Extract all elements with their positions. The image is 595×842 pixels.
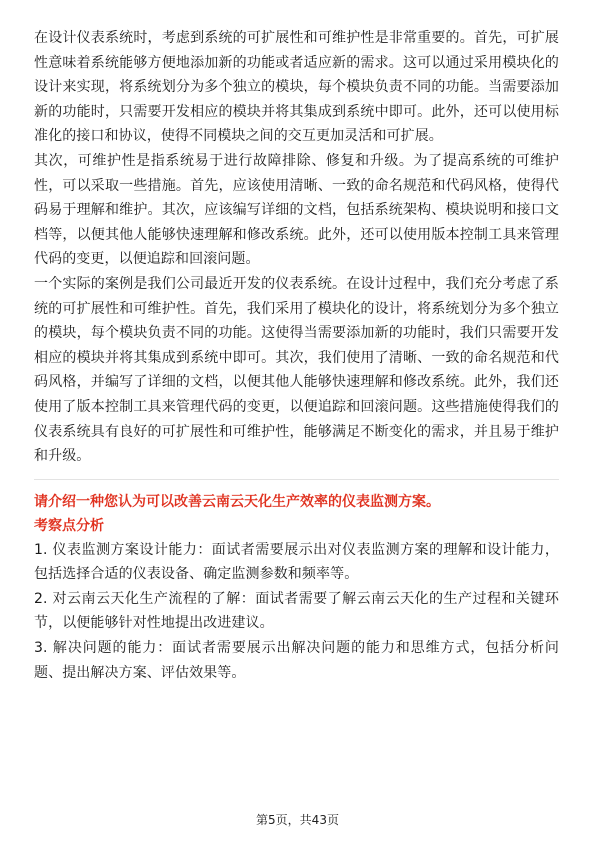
page-number-footer: 第5页，共43页 bbox=[256, 813, 339, 827]
analysis-item: 1. 仪表监测方案设计能力：面试者需要展示出对仪表监测方案的理解和设计能力，包括选择合适的仪表设备、确定监测参数和频率等。 bbox=[34, 541, 559, 583]
paragraph-maintainability: 其次，可维护性是指系统易于进行故障排除、修复和升级。为了提高系统的可维护性，可以采取一些措施。首先，应该使用清晰、一致的命名规范和代码风格，使得代码易于理解和维护。其次，应该编写详细的文档，包括系统架构、模块说明和接口文档等，以便其他人能够快速理解和修改系统。此外，还可以使用版本控制工具来管理代码的变更，以便追踪和回滚问题。 bbox=[34, 152, 559, 268]
analysis-heading: 考察点分析 bbox=[34, 517, 104, 534]
section-divider bbox=[34, 479, 559, 480]
analysis-item: 2. 对云南云天化生产流程的了解：面试者需要了解云南云天化的生产过程和关键环节，以便能够针对性地提出改进建议。 bbox=[34, 590, 559, 632]
page-content bbox=[34, 26, 559, 685]
paragraph-scalability: 在设计仪表系统时，考虑到系统的可扩展性和可维护性是非常重要的。首先，可扩展性意味着系统能够方便地添加新的功能或者适应新的需求。这可以通过采用模块化的设计来实现，将系统划分为多个独立的模块，每个模块负责不同的功能。当需要添加新的功能时，只需要开发相应的模块并将其集成到系统中即可。此外，还可以使用标准化的接口和协议，使得不同模块之间的交互更加灵活和可扩展。 bbox=[34, 30, 559, 145]
interview-question: 请介绍一种您认为可以改善云南云天化生产效率的仪表监测方案。 bbox=[34, 493, 440, 510]
paragraph-case-study: 一个实际的案例是我们公司最近开发的仪表系统。在设计过程中，我们充分考虑了系统的可扩展性和可维护性。首先，我们采用了模块化的设计，将系统划分为多个独立的模块，每个模块负责不同的功能。这使得当需要添加新的功能时，我们只需要开发相应的模块并将其集成到系统中即可。其次，我们使用了清晰、一致的命名规范和代码风格，并编写了详细的文档，以便其他人能够快速理解和修改系统。此外，我们还使用了版本控制工具来管理代码的变更，以便追踪和回滚问题。这些措施使得我们的仪表系统具有良好的可扩展性和可维护性，能够满足不断变化的需求，并且易于维护和升级。 bbox=[34, 275, 559, 465]
analysis-item: 3. 解决问题的能力：面试者需要展示出解决问题的能力和思维方式，包括分析问题、提出解决方案、评估效果等。 bbox=[34, 640, 559, 681]
